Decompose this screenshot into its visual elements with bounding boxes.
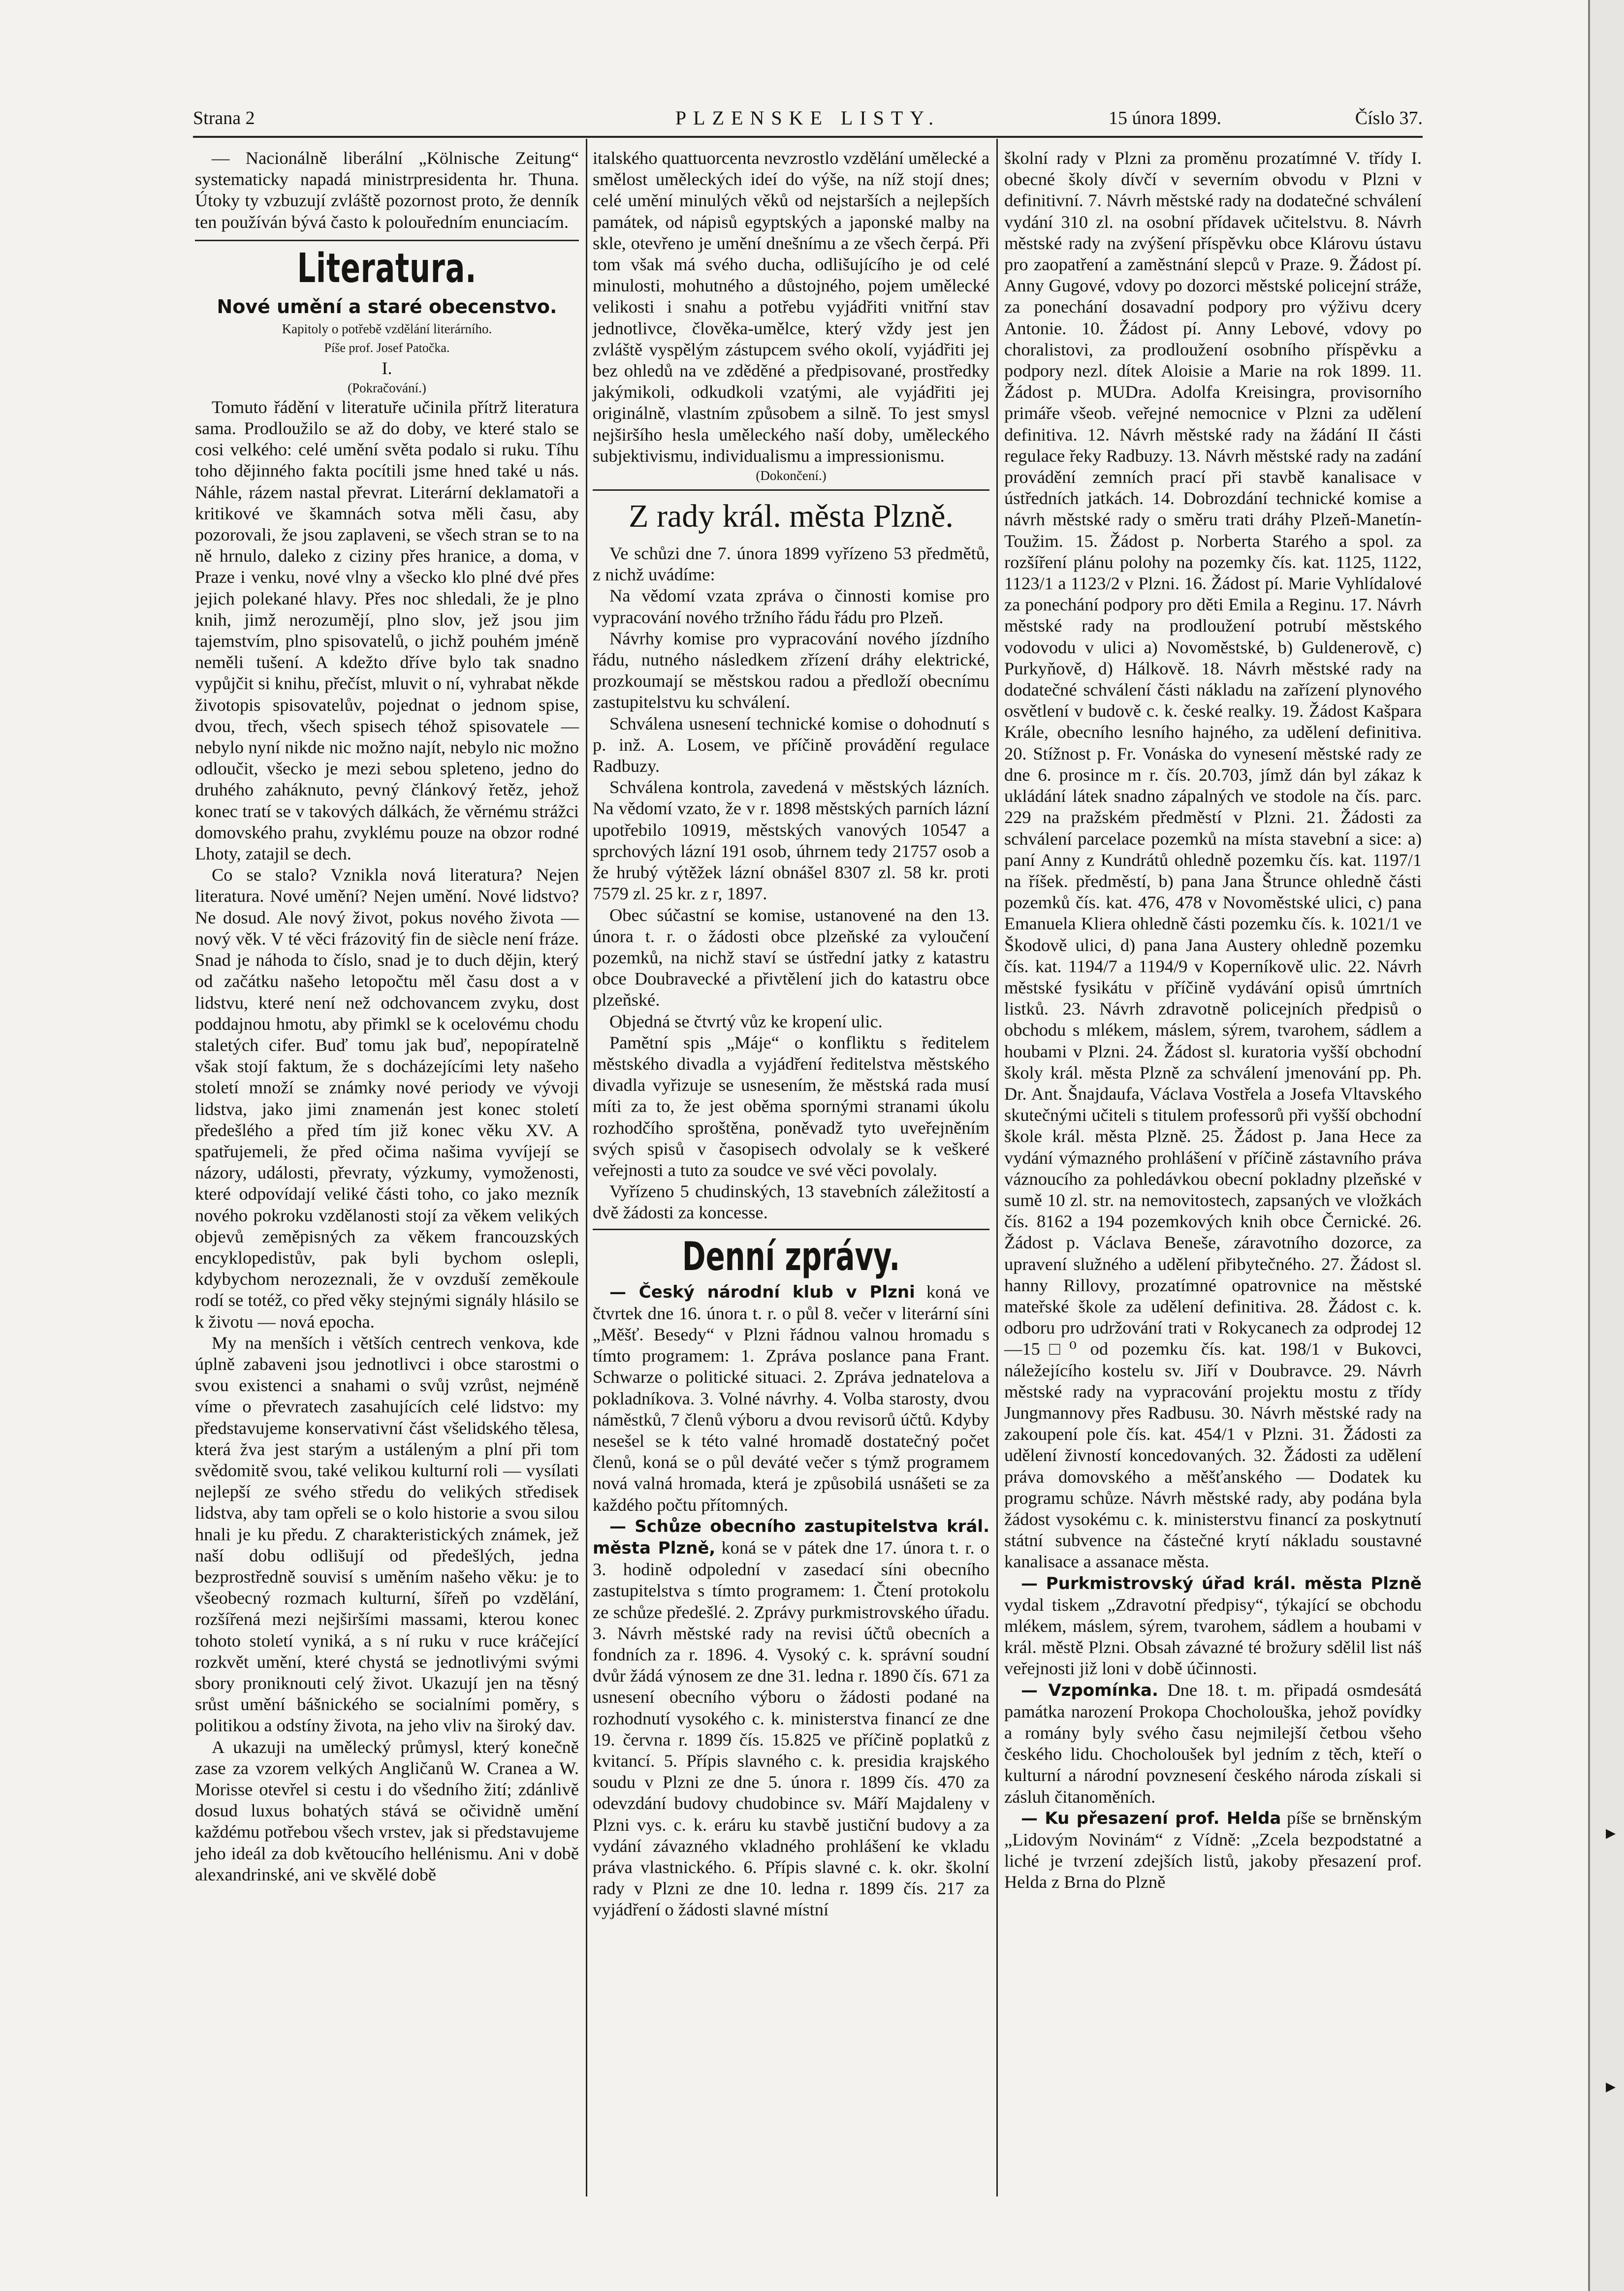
issue-date: 15 února 1899. — [1109, 108, 1222, 128]
section-heading-literatura: Literatura. — [297, 245, 477, 292]
end-note: (Dokončení.) — [756, 468, 827, 483]
column-divider-2 — [996, 139, 998, 2196]
column-3 — [1004, 148, 1422, 1893]
paragraph: Obec súčastní se komise, ustanovené na den 13. února t. r. o žádosti obce plzeňské za vyloučení pozemků, na nichž staví se ústřední jatky z katastru obce Doubravecké a přivtělení jich do katastru obce plzeňské. — [593, 905, 989, 1010]
news-item-text: vydal tiskem „Zdravotní předpisy“, týkající se obchodu mlékem, máslem, sýrem, tvarohem, sádlem a houbami v král. městě Plzni. Obsah závazné té brožury sdělil list náš veřejnosti již loni v době účinnosti. — [1004, 1594, 1422, 1679]
news-item-text: píše se brněnským „Lidovým Novinám“ z Vídně: „Zcela bezpodstatné a liché je tvrzení zdejších listů, jakoby přesazení prof. Helda z Brna do Plzně — [1004, 1808, 1422, 1892]
column-divider-1 — [586, 139, 587, 2196]
section-rule — [593, 489, 989, 491]
article-subtitle: Kapitoly o potřebě vzdělání literárního. — [282, 321, 492, 336]
paragraph: Tomuto řádění v literatuře učinila přítrž literatura sama. Prodloužilo se až do doby, ve které stalo se cosi velkého: celé umění světa podalo si ruku. Tíhu toho dějinného fakta pocítili jsme hned také u nás. Náhle, rázem nastal převrat. Literární deklamatoři a kritikové ve škamnách sotva měli času, aby pozorovali, že jsou zaplaveni, se všech stran se to na ně hrnulo, daleko z ciziny přes hranice, a doma, v Praze i venku, nové vlny a všecko klo plné dvé přes jejich polekané hlavy. Přes noc shledali, že je plno knih, jimž nerozumějí, plno slov, jež jsou jim tajemstvím, plno spisovatelů, o jichž pouhém jméně neměli tušení. A kdežto dříve bylo tak snadno vypůjčit si knihu, přečíst, mluvit o ní, vyhrabat někde životopis spisovatelův, pojednat o jednom spise, dvou, třech, všech spisech téhož spisovatele — nebylo nyní nikde nic možno najít, nebylo nic možno odloučit, všecko je mezi sebou spleteno, jedno do druhého zaháknuto, pevný článkový řetěz, jehož konec tratí se v takových dálkách, že věrnému strážci domovského prahu, zvyklému pouze na obzor rodné Lhoty, zatajil se dech. — [195, 397, 579, 864]
paragraph: italského quattuorcenta nevzrostlo vzdělání umělecké a smělost uměleckých ideí do výše, na níž stojí dnes; celé umění minulých věků od nejstarších a nejlepších památek, od nápisů egyptských a japonské malby na skle, otevřeno je umění dnešnímu a ze všech čerpá. Při tom však má svého ducha, odlišujícího je od celé minulosti, mohutného a důstojného, pojem umělecké velikosti i snahu a potřebu vyjádřiti vnitřní stav jednotlivce, člověka-umělce, který vždy jest jen zvláště vyspělým zástupcem svého okolí, vyjádřiti jej bez ohledů na ve zděděné a předpisované, prostředky jakýmikoli, odkudkoli vzatými, ale vyjádřiti jej originálně, vlastním způsobem a silně. To jest smysl nejširšího hesla uměleckého naší doby, uměleckého subjektivismu, individualismu a impressionismu. — [593, 148, 989, 466]
paragraph: A ukazuji na umělecký průmysl, který konečně zase za vzorem velkých Angličanů W. Cranea a W. Morisse otevřel si cestu i do všedního žití; zdánlivě dosud luxus bohatých stává se očividně umění každému potřebou všech vrstev, jak si představujeme jeho ideál za dob květoucího hellénismu. Ani v době alexandrinské, ani ve skvělé době — [195, 1737, 579, 1884]
continuation-note: (Pokračování.) — [348, 380, 426, 395]
article-title: Nové umění a staré obecenstvo. — [217, 295, 557, 318]
paragraph: Co se stalo? Vznikla nová literatura? Nejen literatura. Nové umění? Nejen umění. Nové lidstvo? Ne dosud. Ale nový život, pokus nového života — nový věk. V té věci frázovitý fin de siècle není fráze. Snad je náhoda to číslo, snad je to duch dějin, který od začátku našeho letopočtu měl času dost a v lidstvu, které není než odchovancem zvyku, dost poddajnou hmotu, aby přimkl se k ocelovému chodu staletých cifer. Buď tomu jak buď, nepopíratelně však stojí faktum, že s docházejícími lety našeho století množí se známky nové periody ve vývoji lidstva, jako jimi znamenán jest konec století předešlého a před tím již konec věku XV. A spatřujemeli, že před očima našima vyvíjejí se názory, události, převraty, výzkumy, vymoženosti, které odpovídají veliké části toho, co jako mezník nového pokroku vzdělanosti stojí za věkem velikých objevů zeměpisných za věkem francouzských encyklopedistův, pak byli bychom oslepli, kdybychom nerozeznali, že v ovzduší zeměkoule rodí se totéž, co před věky stejnými signály hlásilo se k životu — nová epocha. — [195, 865, 579, 1332]
section-heading-denni-zpravy: Denní zprávy. — [682, 1233, 900, 1279]
section-heading-rada: Z rady král. města Plzně. — [629, 498, 954, 535]
chapter-number: I. — [382, 358, 392, 378]
header-rule — [193, 136, 1423, 138]
paragraph: Návrhy komise pro vypracování nového jízdního řádu, nutného následkem zřízení dráhy elektrické, prozkoumají se městskou radou a předloží obecnímu zastupitelstvu ku schválení. — [593, 628, 989, 712]
news-item-text: koná ve čtvrtek dne 16. února t. r. o půl 8. večer v literární síni „Měšť. Besedy“ v Plzni řádnou valnou hromadu s tímto programem: 1. Zpráva poslance pana Frant. Schwarze o politické situaci. 2. Zpráva jednatelova a pokladníkova. 3. Volné návrhy. 4. Volba starosty, dvou náměstků, 7 členů výboru a dvou revisorů účtů. Kdyby nesešel se k této valné hromadě dostatečný počet členů, koná se o půl deváté večer s týmž programem nová valná hromada, která je způsobilá usnášeti se za každého počtu přítomných. — [593, 1281, 990, 1515]
paragraph: Pamětní spis „Máje“ o konfliktu s ředitelem městského divadla a vyjádření ředitelstva městského divadla vyřizuje se usnesením, že městská rada musí míti za to, že jest oběma spornými stranami úkolu rozhodčího sproštěna, poněvadž tyto uveřejněním svých spisů v časopisech odvolaly se k veškeré veřejnosti a tuto za soudce ve své věci povolaly. — [593, 1032, 989, 1180]
margin-marker: ▸ — [1606, 2075, 1616, 2098]
news-item-text: Dne 18. t. m. připadá osmdesátá památka narození Prokopa Chocholouška, jehož povídky a romány byly svého času nejmilejší četbou všeho českého lidu. Chocholoušek byl jedním z těch, kteří o kulturní a národní povznesení českého národa získali si zásluh čitanoměních. — [1004, 1680, 1422, 1807]
news-item-title: — Český národní klub v Plzni — [609, 1282, 915, 1302]
paragraph: My na menších i větších centrech venkova, kde úplně zabaveni jsou jednotlivci i obce starostmi o svou existenci a snahami o svůj vzrůst, nejméně víme o převratech zasahujících celé lidstvo: my představujeme konservativní část všelidského tělesa, která žva jest starým a ustáleným a plní při tom svědomitě svou, také velikou kulturní roli — vysílati nejlepší ze svého středu do velikých středisek lidstva, aby tam opřeli se o kolo historie a svou silou hnali je ku předu. Z charakteristických známek, jež naší dobu odlišují od předešlých, jedna bezprostředně souvisí s uměním našeho věku: je to všeobecný rozmach kulturní, šířeň po vzdělání, rozšířená mezi nejširšími massami, kterou konec tohoto století vyniká, a s ní ruku v ruce kráčející rozkvět umění, které chystá se jednotlivými svými sbory proniknouti celý život. Ukazují jen na těsný srůst umění bášnického se socialními poměry, s politikou a odstíny života, na jeho vliv na široký dav. — [195, 1333, 579, 1736]
column-1 — [195, 148, 579, 1885]
issue-number: Číslo 37. — [1355, 108, 1423, 128]
paragraph: Objedná se čtvrtý vůz ke kropení ulic. — [609, 1011, 883, 1031]
news-item-title: — Purkmistrovský úřad král. města Plzně — [1021, 1573, 1422, 1593]
news-item-text: koná se v pátek dne 17. února t. r. o 3. hodině odpolední v zasedací síni obecního zastupitelstva s tímto programem: 1. Čtení protokolu ze schůze předešlé. 2. Zprávy purkmistrovského úřadu. 3. Návrh městské rady na revisi účtů obecních a fondních za r. 1896. 4. Vysoký c. k. správní soudní dvůr žádá výnosem ze dne 31. ledna r. 1890 čís. 671 za usnesení obecního výboru o žádosti podané na rozhodnutí vysokého c. k. ministerstva financí ze dne 19. června r. 1899 čís. 15.825 ve příčině poplatků z kvitancí. 5. Přípis slavného c. k. presidia krajského soudu v Plzni ze dne 5. února r. 1899 čís. 470 za odevzdání budovy chudobince sv. Máří Majdaleny v Plzni vys. c. k. eráru ku stavbě justiční budovy a za vydání závazného vkladného prohlášení ke vkladu práva vlastnického. 6. Přípis slavné c. k. okr. školní rady v Plzni ze dne 10. ledna r. 1899 čís. 217 za vyjádření o žádosti slavné místní — [593, 1537, 989, 1920]
article-author: Píše prof. Josef Patočka. — [324, 340, 450, 355]
column-2 — [593, 148, 989, 1921]
page-number: Strana 2 — [193, 108, 255, 128]
section-rule — [195, 240, 579, 241]
news-item-title: — Vzpomínka. — [1021, 1680, 1158, 1700]
page-header — [193, 104, 1423, 132]
newspaper-title: PLZENSKE LISTY. — [675, 107, 941, 129]
paragraph: Na vědomí vzata zpráva o činnosti komise pro vypracování nového tržního řádu řádu pro Plzeň. — [593, 586, 989, 627]
news-item-title: — Ku přesazení prof. Helda — [1021, 1808, 1281, 1828]
paragraph: Ve schůzi dne 7. února 1899 vyřízeno 53 předmětů, z nichž uvádíme: — [593, 543, 989, 585]
margin-marker: ▸ — [1606, 1821, 1616, 1844]
paragraph: Schválena kontrola, zavedená v městských lázních. Na vědomí vzato, že v r. 1898 městských parních lázní upotřebilo 10919, městských vanových 10547 a sprchových lázní 191 osob, úhrnem tedy 21757 osob a že hrubý výtěžek lázní obnášel 8307 zl. 58 kr. proti 7579 zl. 25 kr. z r, 1897. — [593, 777, 989, 904]
paragraph: Vyřízeno 5 chudinských, 13 stavebních záležitostí a dvě žádosti za koncesse. — [593, 1181, 989, 1223]
news-item-title: — Schůze obecního zastupitelstva král. města Plzně, — [593, 1516, 989, 1558]
paragraph: Schválena usnesení technické komise o dohodnutí s p. inž. A. Losem, ve příčině provádění regulace Radbuzy. — [593, 713, 989, 776]
section-rule — [593, 1229, 989, 1230]
paragraph: školní rady v Plzni za proměnu prozatímné V. třídy I. obecné školy dívčí v severním obvodu v Plzni v definitivní. 7. Návrh městské rady na dodatečné schválení vydání 310 zl. na osobní přídavek učitelstvu. 8. Návrh městské rady na zvýšení příspěvku obce Klárovu ústavu pro zaopatření a zaměstnání slepců v Praze. 9. Žádost pí. Anny Gugové, vdovy po dozorci městské policejní stráže, za ponechání dosavadní podpory pro výživu dcery Antonie. 10. Žádost pí. Anny Lebové, vdovy po choralistovi, za prodloužení osobního příspěvku a podpory nezl. dítek Aloisie a Marie na rok 1899. 11. Žádost p. MUDra. Adolfa Kreisingra, provisorního primáře všeob. veřejné nemocnice v Plzni za udělení definitiva. 12. Návrh městské rady na žádání II části regulace řeky Radbuzy. 13. Návrh městské rady na zadání provádění zemních prací při stavbě kanalisace v ústředních jatkách. 14. Dobrozdání technické komise a návrh městské rady o směru trati dráhy Plzeň-Manetín-Toužim. 15. Žádost p. Norberta Starého a spol. za rozšíření plánu polohy na pozemky čís. kat. 1125, 1122, 1123/1 a 1123/2 v Plzni. 16. Žádost pí. Marie Vyhlídalové za ponechání podpory pro děti Emila a Reginu. 17. Návrh městské rady na prodloužení potrubí městského vodovodu v ulici a) Novoměstské, b) Guldenerově, c) Purkyňově, d) Hálkově. 18. Návrh městské rady na dodatečné schválení části nákladu na zařízení plynového osvětlení v budově c. k. české realky. 19. Žádost Kašpara Krále, obecního lesního hajného, za udělení definitiva. 20. Stížnost p. Fr. Vonáska do vynesení městské rady ze dne 6. prosince m r. čís. 20.703, jímž dán byl zákaz k ukládání látek snadno zápalných ve stodole na čís. parc. 229 na pražském předměstí v Plzni. 21. Žádosti za schválení parcelace pozemků na místa stavební a sice: a) paní Anny z Kundrátů ohledně pozemku čís. kat. 1197/1 na říšek. předměstí, b) pana Jana Štrunce ohledně části pozemků čís. kat. 476, 478 v Novoměstské ulici, c) pana Emanuela Kliera ohledně části pozemku čís. k. 1021/1 ve Škodově ulici, d) pana Jana Austery ohledně pozemku čís. kat. 1194/7 a 1194/9 v Koperníkově ulic. 22. Návrh městské fysikátu v příčině vydávání opisů úmrtních listků. 23. Návrh zdravotně policejních předpisů o obchodu s mlékem, máslem, sýrem, tvarohem, sádlem a houbami v Plzni. 24. Žádost sl. kuratoria vyšší obchodní školy král. města Plzně za schválení jmenování pp. Ph. Dr. Ant. Šnajdaufa, Václava Vostřela a Josefa Vltavského skutečnými učiteli s titulem professorů při vyšší obchodní škole král. města Plzně. 25. Žádost p. Jana Hece za vydání výmazného prohlášení v příčině zástavního práva váznoucího za pohledávkou obecní pokladny plzeňské v sumě 10 zl. str. na nemovitostech, zapsaných ve vložkách čís. 8162 a 194 pozemkových knih obce Černické. 26. Žádost p. Václava Beneše, záravotního dozorce, za upravení služného a udělení přibytečného. 27. Žádost sl. hanny Rillovy, prozatímné opatrovnice na městské mateřské škole za udělení definitiva. 28. Žádost c. k. odboru pro udržování trati v Rokycanech za odprodej 12—15□⁰ od pozemku čís. kat. 198/1 v Bukovci, náležejícího kostelu sv. Jiří v Doubravce. 29. Návrh městské rady na vypracování projektu mostu z třídy Jungmannovy přes Radbusu. 30. Návrh městské rady na zakoupení pole čís. kat. 454/1 v Plzni. 31. Žádosti za udělení živností koncedovaných. 32. Žádosti za udělení práva domovského a měšťanského — Dodatek ku programu schůze. Návrh městské rady, aby podána byla žádost vysokému c. k. ministerstvu financí za poskytnutí státní subvence na částečné krytí nákladu soustavné kanalisace a assanace města. — [1004, 148, 1422, 1572]
intro-note: — Nacionálně liberální „Kölnische Zeitung“ systematicky napadá ministrpresidenta hr. Thuna. Útoky ty vzbuzují zvláště pozornost proto, že denník ten používán bývá často k polouředním enunciacím. — [195, 148, 579, 232]
